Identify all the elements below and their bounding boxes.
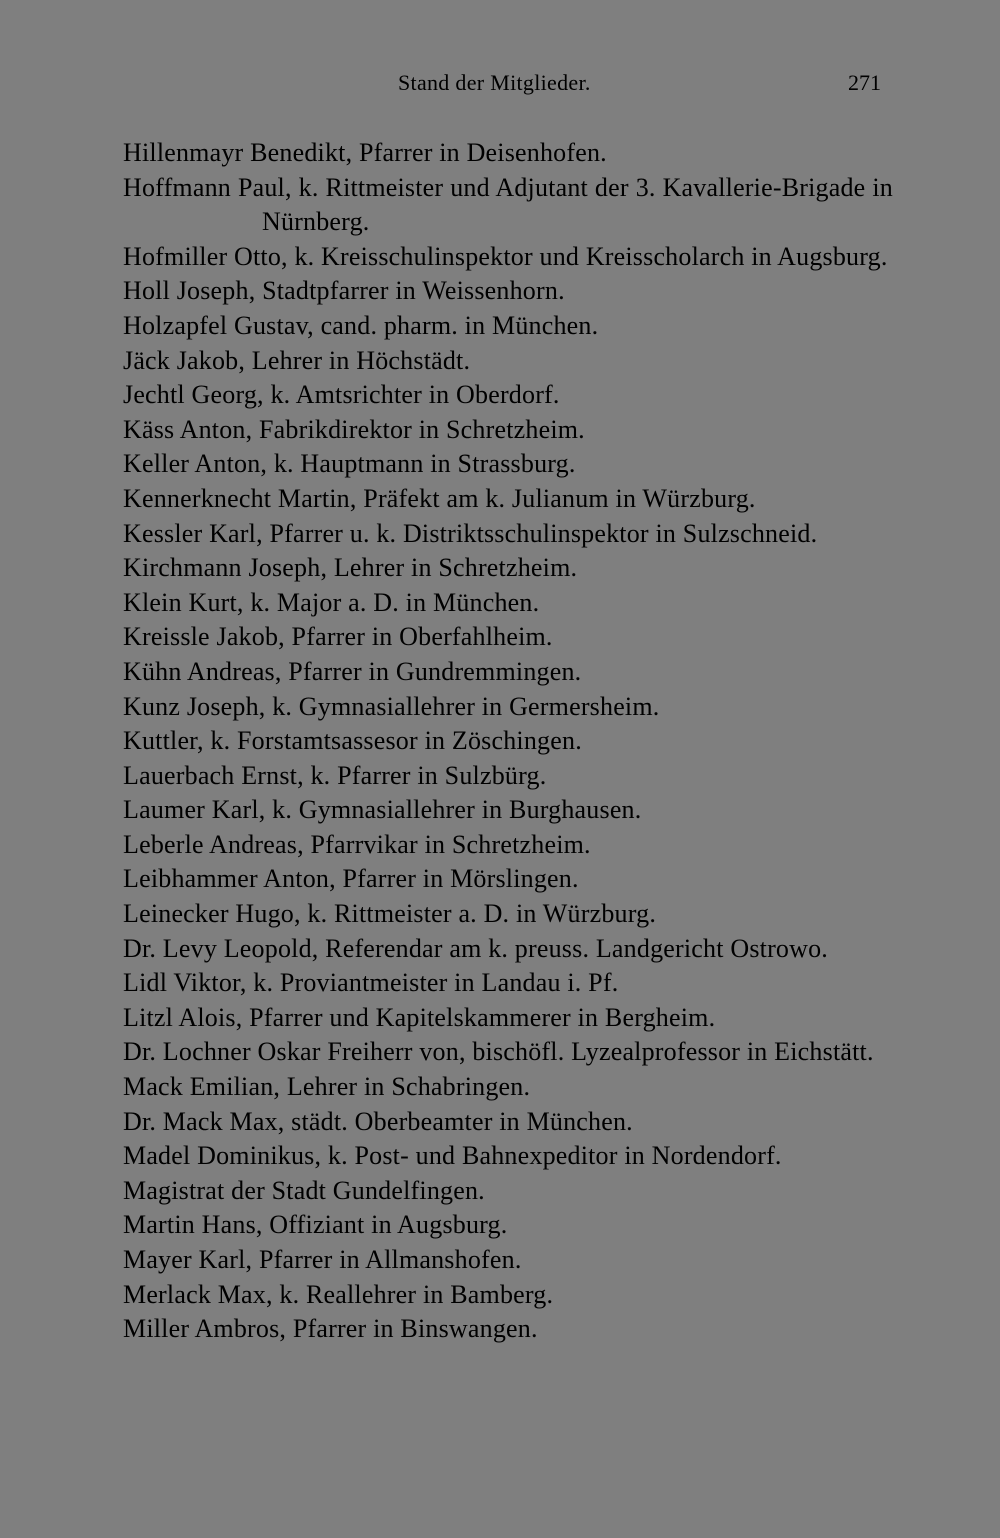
- member-entry: Hoffmann Paul, k. Rittmeister und Adjutant der 3. Kavallerie-Brigade in Nürnberg.: [123, 172, 893, 237]
- member-entry: Holl Joseph, Stadtpfarrer in Weissenhorn.: [123, 276, 565, 306]
- member-entry: Lauerbach Ernst, k. Pfarrer in Sulzbürg.: [123, 760, 547, 790]
- member-entry: Leibhammer Anton, Pfarrer in Mörslingen.: [123, 864, 579, 894]
- member-entry: Keller Anton, k. Hauptmann in Strassburg.: [123, 449, 576, 479]
- member-entry: Magistrat der Stadt Gundelfingen.: [123, 1175, 485, 1205]
- member-entry: Dr. Levy Leopold, Referendar am k. preuss. Landgericht Ostrowo.: [123, 933, 829, 963]
- member-entry: Dr. Mack Max, städt. Oberbeamter in München.: [123, 1106, 633, 1136]
- member-entry: Kessler Karl, Pfarrer u. k. Distriktsschulinspektor in Sulzschneid.: [123, 518, 818, 548]
- member-entry: Leinecker Hugo, k. Rittmeister a. D. in Würzburg.: [123, 899, 657, 929]
- member-list: [123, 136, 893, 1347]
- member-entry: Madel Dominikus, k. Post- und Bahnexpeditor in Nordendorf.: [123, 1141, 782, 1171]
- member-entry: Dr. Lochner Oskar Freiherr von, bischöfl. Lyzealprofessor in Eichstätt.: [123, 1037, 874, 1067]
- page-number: 271: [848, 70, 881, 95]
- member-entry: Kennerknecht Martin, Präfekt am k. Julianum in Würzburg.: [123, 483, 756, 513]
- member-entry: Klein Kurt, k. Major a. D. in München.: [123, 587, 540, 617]
- member-entry: Mayer Karl, Pfarrer in Allmanshofen.: [123, 1245, 522, 1274]
- member-entry: Laumer Karl, k. Gymnasiallehrer in Burghausen.: [123, 795, 642, 825]
- page-header: [0, 70, 1000, 106]
- member-entry: Hillenmayr Benedikt, Pfarrer in Deisenhofen.: [123, 138, 607, 167]
- member-entry: Jäck Jakob, Lehrer in Höchstädt.: [123, 345, 471, 375]
- member-entry: Lidl Viktor, k. Proviantmeister in Landau i. Pf.: [123, 968, 619, 998]
- member-entry: Kuttler, k. Forstamtsassesor in Zöschingen.: [123, 726, 582, 756]
- member-entry: Käss Anton, Fabrikdirektor in Schretzheim.: [123, 414, 585, 444]
- member-entry: Kühn Andreas, Pfarrer in Gundremmingen.: [123, 656, 582, 686]
- member-entry: Mack Emilian, Lehrer in Schabringen.: [123, 1072, 531, 1102]
- member-entry: Miller Ambros, Pfarrer in Binswangen.: [123, 1314, 538, 1344]
- member-entry: Merlack Max, k. Reallehrer in Bamberg.: [123, 1279, 554, 1309]
- member-entry: Hofmiller Otto, k. Kreisschulinspektor und Kreisscholarch in Augsburg.: [123, 241, 888, 271]
- member-entry: Kunz Joseph, k. Gymnasiallehrer in Germersheim.: [123, 691, 660, 721]
- member-entry: Kreissle Jakob, Pfarrer in Oberfahlheim.: [123, 622, 553, 652]
- member-entry: Litzl Alois, Pfarrer und Kapitelskammerer in Bergheim.: [123, 1002, 716, 1032]
- member-entry: Kirchmann Joseph, Lehrer in Schretzheim.: [123, 553, 578, 583]
- member-entry: Leberle Andreas, Pfarrvikar in Schretzheim.: [123, 829, 591, 859]
- running-title: Stand der Mitglieder.: [398, 70, 591, 95]
- member-entry: Martin Hans, Offiziant in Augsburg.: [123, 1210, 508, 1240]
- member-entry: Jechtl Georg, k. Amtsrichter in Oberdorf.: [123, 380, 560, 410]
- member-entry: Holzapfel Gustav, cand. pharm. in München.: [123, 310, 599, 340]
